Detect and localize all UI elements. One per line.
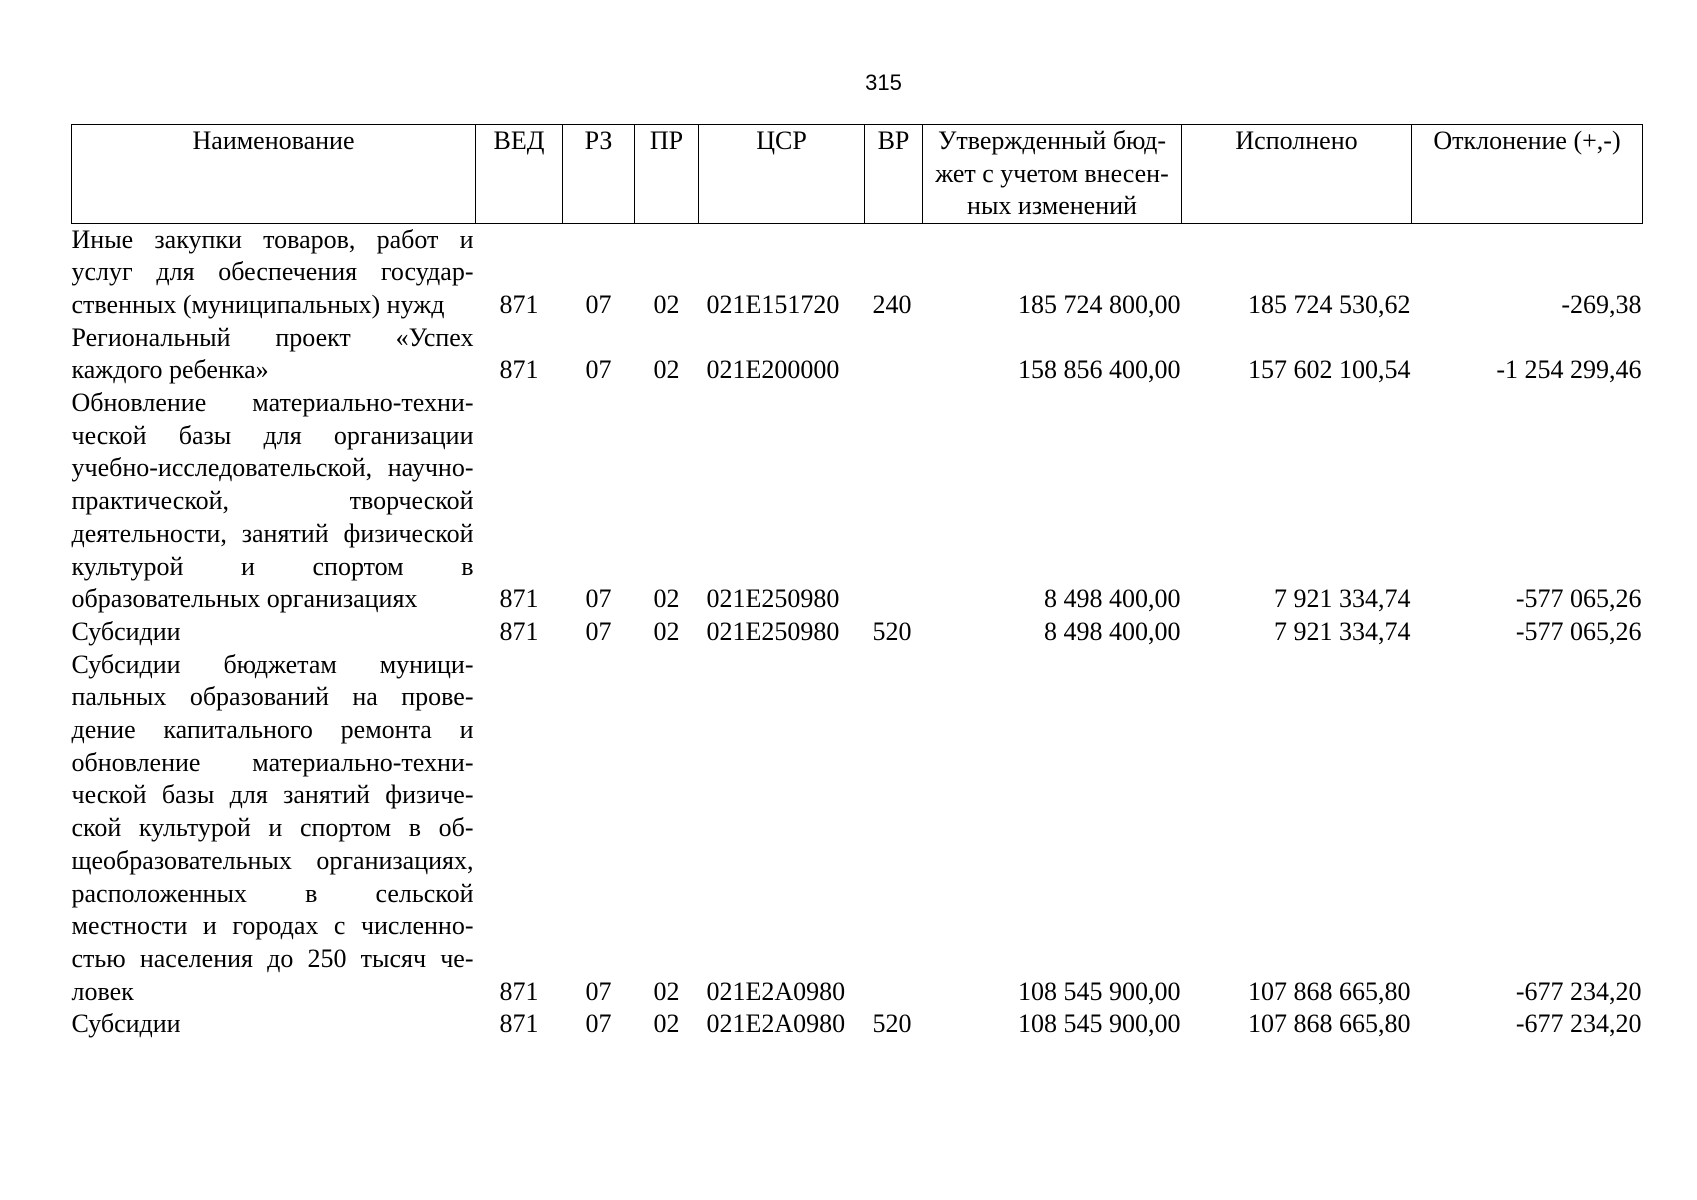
cell-deviation: -1 254 299,46 [1496, 355, 1642, 385]
cell-executed: 157 602 100,54 [1248, 355, 1411, 385]
table-row [72, 1008, 1643, 1041]
header-vr: ВР [865, 125, 923, 224]
cell-ved: 871 [499, 616, 539, 646]
table-row [72, 649, 1643, 1009]
cell-vr: 240 [872, 289, 912, 319]
cell-vr: 520 [872, 1009, 912, 1039]
cell-pr: 02 [653, 616, 680, 646]
cell-deviation: -677 234,20 [1515, 976, 1642, 1006]
cell-budget: 108 545 900,00 [1018, 1009, 1181, 1039]
cell-budget: 8 498 400,00 [1044, 584, 1181, 614]
cell-csr: 021E250980 [706, 584, 840, 614]
cell-csr: 021E250980 [706, 616, 840, 646]
cell-budget: 158 856 400,00 [1018, 355, 1181, 385]
header-executed: Исполнено [1182, 125, 1412, 224]
cell-rz: 07 [585, 976, 612, 1006]
cell-pr: 02 [653, 584, 680, 614]
cell-name: Обновление материально-технической базы для организации учебно-исследовательской, научно-практической, творческой деятельности, занятий физической культурой и спортом в образовательных организациях [71, 388, 474, 614]
cell-deviation: -269,38 [1561, 289, 1642, 319]
cell-rz: 07 [585, 616, 612, 646]
table-header-row [72, 125, 1643, 224]
cell-executed: 7 921 334,74 [1274, 616, 1411, 646]
cell-vr: 520 [872, 616, 912, 646]
table-row [72, 387, 1643, 616]
cell-ved: 871 [499, 584, 539, 614]
cell-deviation: -577 065,26 [1515, 584, 1642, 614]
cell-name: Субсидии бюджетам муниципальных образований на проведение капитального ремонта и обновление материально-технической базы для занятий физической культурой и спортом в общеобразовательных организациях, расположенных в сельской местности и городах с численностью населения до 250 тысяч человек [71, 649, 474, 1006]
table-row [72, 616, 1643, 649]
cell-pr: 02 [653, 1009, 680, 1039]
cell-rz: 07 [585, 584, 612, 614]
cell-budget: 185 724 800,00 [1018, 289, 1181, 319]
cell-executed: 185 724 530,62 [1248, 289, 1411, 319]
cell-pr: 02 [653, 976, 680, 1006]
table-row [72, 223, 1643, 322]
cell-vr [865, 387, 923, 616]
cell-ved: 871 [499, 289, 539, 319]
cell-name: Региональный проект «Успех каждого ребенка» [71, 322, 474, 385]
cell-csr: 021E2A0980 [706, 1009, 846, 1039]
cell-vr [865, 649, 923, 1009]
cell-budget: 8 498 400,00 [1044, 616, 1181, 646]
cell-pr: 02 [653, 289, 680, 319]
header-deviation: Отклонение (+,-) [1412, 125, 1643, 224]
cell-deviation: -577 065,26 [1515, 616, 1642, 646]
cell-ved: 871 [499, 976, 539, 1006]
header-csr: ЦСР [699, 125, 865, 224]
cell-name: Иные закупки товаров, работ и услуг для обеспечения государственных (муниципальных) нужд [71, 224, 474, 319]
cell-budget: 108 545 900,00 [1018, 976, 1181, 1006]
header-ved: ВЕД [476, 125, 563, 224]
cell-executed: 107 868 665,80 [1248, 976, 1411, 1006]
table-row [72, 322, 1643, 387]
cell-csr: 021E151720 [706, 289, 840, 319]
cell-rz: 07 [585, 355, 612, 385]
header-name: Наименование [72, 125, 476, 224]
cell-ved: 871 [499, 355, 539, 385]
cell-csr: 021E200000 [706, 355, 840, 385]
page-number: 315 [865, 70, 902, 95]
cell-ved: 871 [499, 1009, 539, 1039]
header-budget: Утвержденный бюд-жет с учетом внесен-ных изменений [923, 125, 1182, 224]
budget-table-container [71, 124, 1642, 1041]
budget-execution-table [71, 124, 1643, 1041]
cell-deviation: -677 234,20 [1515, 1009, 1642, 1039]
cell-executed: 107 868 665,80 [1248, 1009, 1411, 1039]
cell-csr: 021E2A0980 [706, 976, 846, 1006]
cell-executed: 7 921 334,74 [1274, 584, 1411, 614]
cell-name: Субсидии [71, 616, 181, 646]
cell-rz: 07 [585, 1009, 612, 1039]
cell-rz: 07 [585, 289, 612, 319]
header-rz: РЗ [563, 125, 635, 224]
cell-vr [865, 322, 923, 387]
header-pr: ПР [635, 125, 699, 224]
table-header [72, 125, 1643, 224]
cell-name: Субсидии [71, 1009, 181, 1039]
table-body [72, 223, 1643, 1041]
cell-pr: 02 [653, 355, 680, 385]
